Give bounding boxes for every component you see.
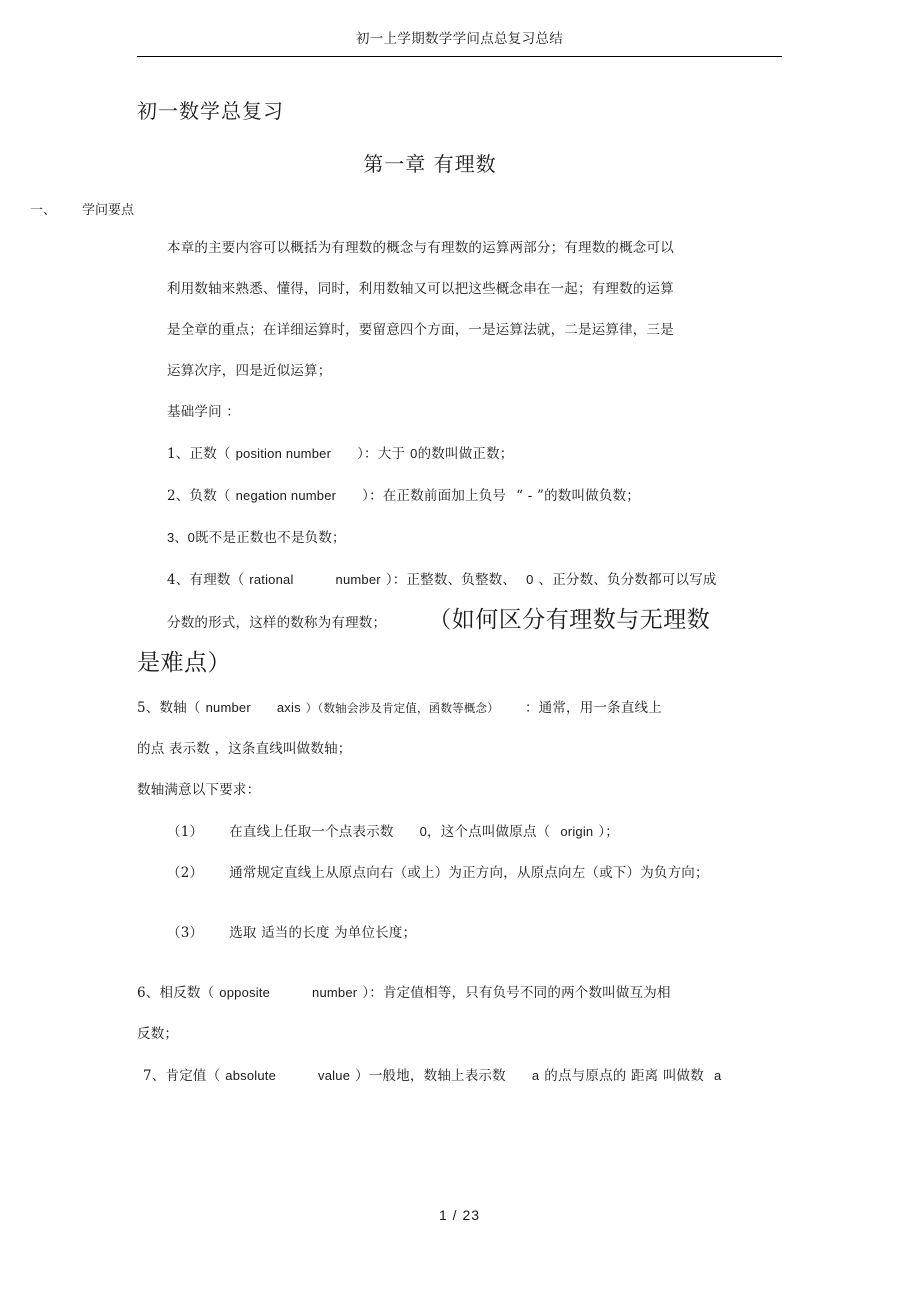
item4-postfix: ）：正整数、负整数、 [385, 572, 517, 588]
paragraph-intro-line1: 本章的主要内容可以概括为有理数的概念与有理数的运算两部分；有理数的概念可以 [167, 240, 674, 256]
item7-postfix: ）一般地，数轴上表示数 [355, 1068, 506, 1084]
item1-zero: 0 [410, 446, 418, 461]
item2-postfix: ）：在正数前面加上负号 [362, 488, 507, 504]
axis-requirement-1 [0, 811, 920, 853]
axis-requirement-3 [0, 894, 920, 972]
item7-english-term-2: value [318, 1068, 351, 1083]
header-divider [137, 56, 782, 57]
item3-text: 既不是正数也不是负数； [195, 530, 346, 546]
item5-postfix: ：通常，用一条直线上 [524, 700, 662, 716]
item7-variable-a-first: a [531, 1068, 540, 1083]
axis-requirement-2 [0, 853, 920, 894]
section-number: 一、 [30, 203, 57, 218]
item1-prefix: 1、正数（ [167, 446, 231, 462]
req1-text: 在直线上任取一个点表示数 [229, 824, 394, 840]
req1-english-term: origin [560, 824, 594, 839]
item5-inline-note: ）（数轴会涉及肯定值，函数等概念） [305, 701, 499, 715]
req1-zero: 0 [419, 824, 428, 839]
item5-english-term-1: number [205, 700, 251, 715]
item4-zero: 0 [526, 572, 534, 587]
req3-label: （3） [167, 925, 204, 941]
chapter-heading: 第一章 有理数 [363, 152, 497, 176]
item2-english-term: negation number [235, 488, 337, 503]
item4-line2: 分数的形式，这样的数称为有理数； [167, 615, 387, 631]
item1-postfix: ）：大于 [357, 446, 406, 462]
req1-tail: ，这个点叫做原点（ [427, 824, 551, 840]
req2-label: （2） [167, 865, 204, 881]
page-header [137, 28, 782, 49]
page-number: 1 / 23 [438, 1207, 481, 1223]
item1-english-term: position number [235, 446, 332, 461]
item6-english-term-1: opposite [219, 985, 271, 1000]
definition-item-1 [0, 433, 920, 475]
item4-english-term-2: number [335, 572, 381, 587]
section-title: 学问要点 [82, 203, 135, 218]
req1-end: ）； [598, 824, 620, 840]
definition-item-3 [0, 517, 920, 559]
definition-item-6 [0, 972, 920, 1014]
definition-item-5 [0, 687, 920, 729]
item6-prefix: 6、相反数（ [137, 985, 215, 1001]
item7-english-term-1: absolute [225, 1068, 277, 1083]
paragraph-intro-line4: 运算次序，四是近似运算； [167, 363, 332, 379]
req1-label: （1） [167, 824, 204, 840]
definition-item-4 [0, 559, 920, 601]
req3-text: 选取 适当的长度 为单位长度； [229, 925, 417, 941]
document-body [0, 88, 920, 1097]
item4-note-line1: （如何区分有理数与无理数 [428, 607, 711, 633]
item4-english-term-1: rational [249, 572, 294, 587]
definition-item-7 [0, 1055, 920, 1097]
paragraph-intro-line3: 是全章的重点；在详细运算时，要留意四个方面，一是运算法就，二是运算律，三是 [167, 322, 674, 338]
document-title: 初一数学总复习 [137, 99, 284, 123]
axis-requirements-label: 数轴满意以下要求： [137, 782, 261, 798]
req2-text: 通常规定直线上从原点向右（或上）为正方向，从原点向左（或下）为负方向； [229, 865, 709, 881]
definition-item-6-line2: 反数； [137, 1026, 179, 1042]
paragraph-intro-line2: 利用数轴来熟悉、懂得，同时，利用数轴又可以把这些概念串在一起；有理数的运算 [167, 281, 674, 297]
definition-item-4-line2 [0, 601, 920, 643]
definition-item-2 [0, 475, 920, 517]
item4-prefix: 4、有理数（ [167, 572, 245, 588]
basics-label: 基础学问 ： [167, 404, 240, 420]
item2-quote: “ - ” [516, 488, 545, 504]
item2-tail: 的数叫做负数； [544, 488, 640, 504]
definition-item-4-note-line2 [0, 643, 920, 687]
item2-prefix: 2、负数（ [167, 488, 231, 504]
header-title: 初一上学期数学学问点总复习总结 [356, 31, 563, 47]
item5-english-term-2: axis [276, 700, 301, 715]
definition-item-5-line2: 的点 表示数 ，这条直线叫做数轴； [137, 741, 352, 757]
item7-middle: 的点与原点的 距离 叫做数 [544, 1068, 704, 1084]
page-footer [137, 1205, 782, 1224]
item4-tail: 、正分数、负分数都可以写成 [538, 572, 717, 588]
item5-prefix: 5、数轴（ [137, 700, 201, 716]
item6-postfix: ）：肯定值相等，只有负号不同的两个数叫做互为相 [362, 985, 671, 1001]
item7-variable-a-second: a [713, 1068, 722, 1083]
item3-number: 3、0 [167, 530, 196, 545]
item7-prefix: 7、肯定值（ [143, 1068, 221, 1084]
item1-tail: 的数叫做正数； [417, 446, 514, 462]
item6-english-term-2: number [312, 985, 358, 1000]
item4-note-line2: 是难点） [137, 650, 231, 676]
section-heading [0, 194, 920, 228]
